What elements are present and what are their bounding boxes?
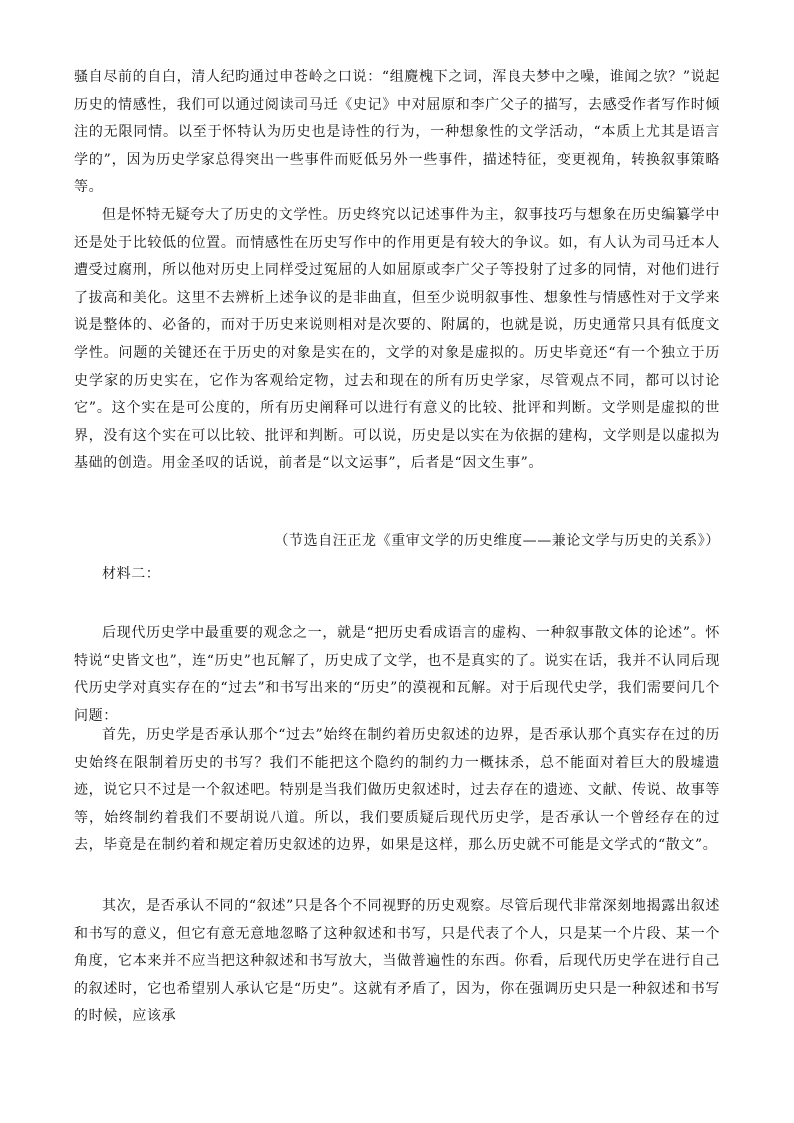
paragraph-postmodern-history: 后现代历史学中最重要的观念之一，就是“把历史看成语言的虚构、一种叙事散文体的论述”。怀特说“史皆文也”，连“历史”也瓦解了，历史成了文学，也不是真实的了。说实在话，我并不认同后现代历史学对真实存在的“过去”和书写出来的“历史”的漠视和瓦解。对于后现代史学，我们需要问几个问题： [74, 625, 720, 724]
paragraph-white-literariness: 但是怀特无疑夸大了历史的文学性。历史终究以记述事件为主，叙事技巧与想象在历史编纂学中还是处于比较低的位置。而情感性在历史写作中的作用更是有较大的争议。如，有人认为司马迁本人遭受过腐刑，所以他对历史上同样受过冤屈的人如屈原或李广父子等投射了过多的同情，对他们进行了拔高和美化。这里不去辨析上述争议的是非曲直，但至少说明叙事性、想象性与情感性对于文学来说是整体的、必备的，而对于历史来说则相对是次要的、附属的，也就是说，历史通常只具有低度文学性。问题的关键还在于历史的对象是实在的，文学的对象是虚拟的。历史毕竟还“有一个独立于历史学家的历史实在，它作为客观给定物，过去和现在的所有历史学家，尽管观点不同，都可以讨论它”。这个实在是可公度的，所有历史阐释可以进行有意义的比较、批评和判断。文学则是虚拟的世界，没有这个实在可以比较、批评和判断。可以说，历史是以实在为依据的建构，文学则是以虚拟为基础的创造。用金圣叹的话说，前者是“以文运事”，后者是“因文生事”。 [74, 207, 720, 472]
paragraph-continuation: 骚自尽前的自白，清人纪昀通过申苍岭之口说：“组麑槐下之词，浑良夫梦中之噪，谁闻之欤？”说起历史的情感性，我们可以通过阅读司马迁《史记》中对屈原和李广父子的描写，去感受作者写作时倾注的无限同情。以至于怀特认为历史也是诗性的行为，一种想象性的文学活动，“本质上尤其是语言学的”，因为历史学家总得突出一些事件而贬低另外一些事件，描述特征，变更视角，转换叙事策略等。 [74, 69, 720, 196]
paragraph-first-question: 首先，历史学是否承认那个“过去”始终在制约着历史叙述的边界，是否承认那个真实存在过的历史始终在限制着历史的书写？我们不能把这个隐约的制约力一概抹杀，总不能面对着巨大的殷墟遗迹，说它只不过是一个叙述吧。特别是当我们做历史叙述时，过去存在的遗迹、文献、传说、故事等等，始终制约着我们不要胡说八道。所以，我们要质疑后现代历史学，是否承认一个曾经存在的过去，毕竟是在制约着和规定着历史叙述的边界，如果是这样，那么历史就不可能是文学式的“散文”。 [74, 727, 720, 854]
source-citation: （节选自汪正龙《重审文学的历史维度——兼论文学与历史的关系》） [274, 533, 720, 549]
paragraph-second-question: 其次，是否承认不同的“叙述”只是各个不同视野的历史观察。尽管后现代非常深刻地揭露出叙述和书写的意义，但它有意无意地忽略了这种叙述和书写，只是代表了个人，只是某一个片段、某一个角度，它本来并不应当把这种叙述和书写放大，当做普遍性的东西。你看，后现代历史学在进行自己的叙述时，它也希望别人承认它是“历史”。这就有矛盾了，因为，你在强调历史只是一种叙述和书写的时候，应该承 [74, 898, 720, 1025]
material-2-heading: 材料二： [102, 566, 161, 582]
